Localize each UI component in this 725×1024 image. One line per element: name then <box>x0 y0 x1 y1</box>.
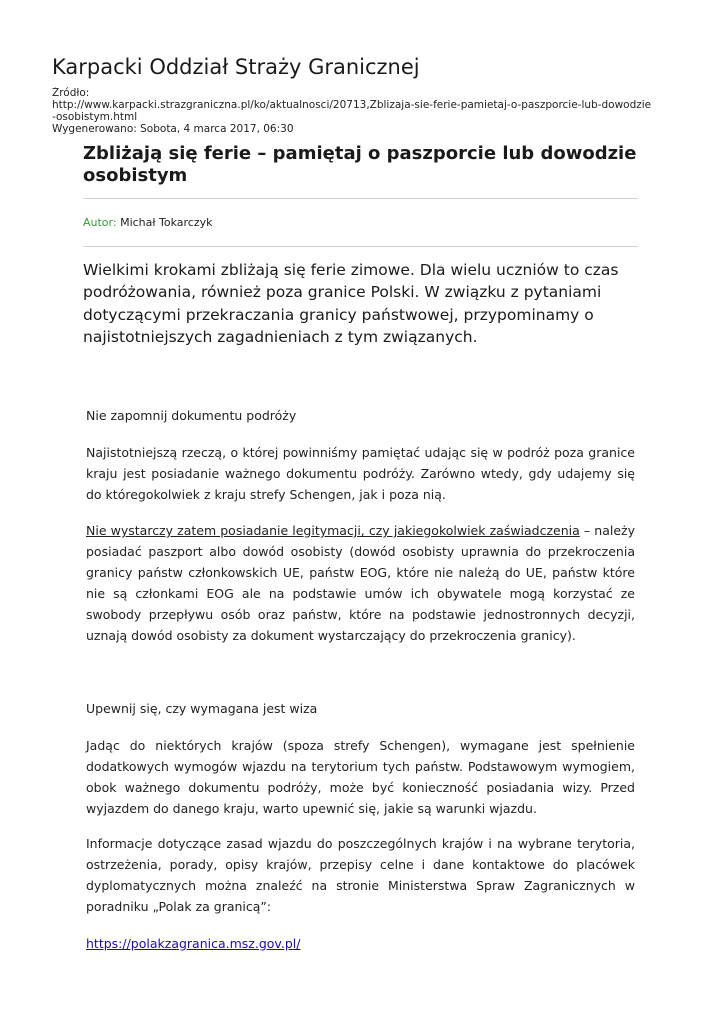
generated-date: Wygenerowano: Sobota, 4 marca 2017, 06:30 <box>52 123 294 135</box>
source-url-line1: http://www.karpacki.strazgraniczna.pl/ko/aktualnosci/20713,Zblizaja-sie-ferie-pamietaj-o-paszporcie-lub-dowodzie <box>52 99 652 111</box>
msz-link[interactable]: https://polakzagranica.msz.gov.pl/ <box>86 936 301 951</box>
source-meta <box>52 87 672 135</box>
article-title: Zbliżają się ferie – pamiętaj o paszporcie lub dowodzie osobistym <box>83 143 637 186</box>
divider-bottom <box>83 246 638 247</box>
section1-heading: Nie zapomnij dokumentu podróży <box>86 408 297 423</box>
author-line <box>83 215 213 231</box>
section1-paragraph2-rest: – należy posiadać paszport albo dowód osobisty (dowód osobisty uprawnia do przekroczenia granicy państw członkowskich UE, państw EOG, które nie należą do UE, państw które nie są członkami EOG ale na podstawie umów ich obywatele mogą korzystać ze swobody przepływu osób oraz państw, które na podstawie jednostronnych decyzji, uznają dowód osobisty za dokument wystarczający do przekroczenia granicy). <box>86 523 635 643</box>
section1-paragraph1: Najistotniejszą rzeczą, o której powinniśmy pamiętać udając się w podróż poza granice kraju jest posiadanie ważnego dokumentu podróży. Zarówno wtedy, gdy udajemy się do któregokolwiek z kraju strefy Schengen, jak i poza nią. <box>86 445 635 502</box>
lead-paragraph: Wielkimi krokami zbliżają się ferie zimowe. Dla wielu uczniów to czas podróżowania, również poza granice Polski. W związku z pytaniami dotyczącymi przekraczania granicy państwowej, przypominamy o najistotniejszych zagadnieniach z tym związanych. <box>83 261 619 346</box>
author-label: Autor: <box>83 216 117 229</box>
section2-paragraph2: Informacje dotyczące zasad wjazdu do poszczególnych krajów i na wybrane terytoria, ostrzeżenia, porady, opisy krajów, przepisy celne i dane kontaktowe do placówek dyplomatycznych można znaleźć na stronie Ministerstwa Spraw Zagranicznych w poradniku „Polak za granicą”: <box>86 836 635 914</box>
msz-link-row <box>86 933 635 954</box>
section2-paragraph1: Jadąc do niektórych krajów (spoza strefy Schengen), wymagane jest spełnienie dodatkowych wymogów wjazdu na terytorium tych państw. Podstawowym wymogiem, obok ważnego dokumentu podróży, może być konieczność posiadania wizy. Przed wyjazdem do danego kraju, warto upewnić się, jakie są warunki wjazdu. <box>86 738 635 816</box>
section1-paragraph2 <box>86 520 635 646</box>
source-label: Źródło: <box>52 87 90 99</box>
section1-underlined-text: Nie wystarczy zatem posiadanie legitymacji, czy jakiegokolwiek zaświadczenia <box>86 523 580 538</box>
source-url-line2: -osobistym.html <box>52 111 138 123</box>
site-title: Karpacki Oddział Straży Granicznej <box>52 55 420 79</box>
section2-heading: Upewnij się, czy wymagana jest wiza <box>86 701 318 716</box>
divider-top <box>83 198 638 199</box>
author-name: Michał Tokarczyk <box>120 216 213 229</box>
